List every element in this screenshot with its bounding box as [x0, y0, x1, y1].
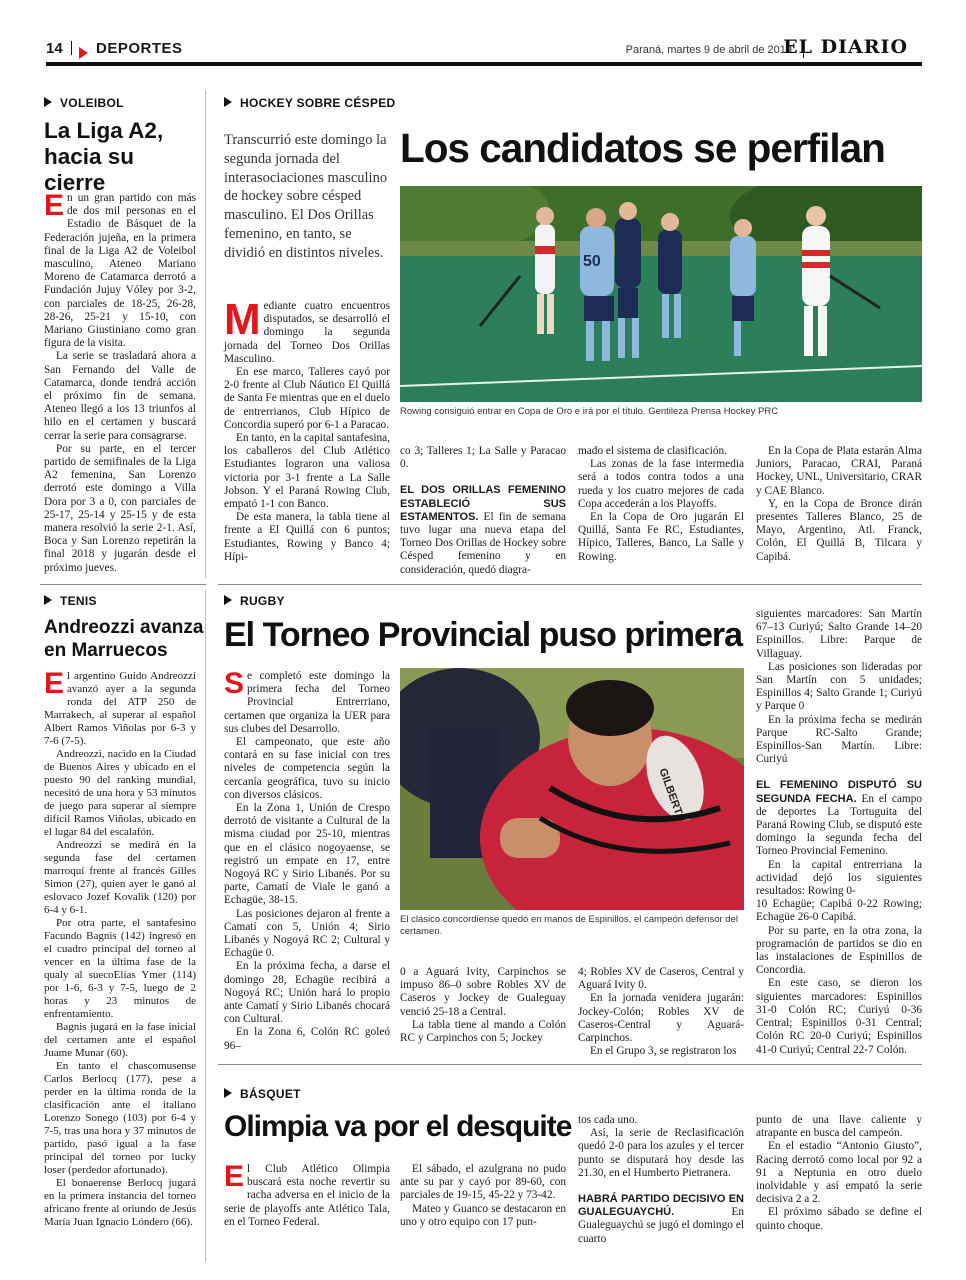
rugby-photo-image — [400, 668, 744, 910]
paragraph: mado el sistema de clasificación. — [578, 445, 727, 457]
paragraph: Las zonas de la fase intermedia será a todos contra todos a una rueda y los cuatro mejores de cada Copa accederán a los Playoffs. — [578, 458, 744, 510]
paragraph: Y, en la Copa de Bronce dirán presentes Talleres Blanco, 25 de Mayo, Argentino, Atl. Franck, Colón, El Quillá B, Tilcara y Capibá. — [756, 497, 922, 563]
paragraph: siguientes marcadores: San Martín 67–13 Curiyú; Salto Grande 14–20 Espinillos. Libre: Parque de Villaguay. — [756, 608, 922, 660]
paragraph: punto de una llave caliente y atrapante en busca del campeón. — [756, 1114, 922, 1140]
paragraph: ediante cuatro encuentros disputados, se desarrolló el domingo la segunda jornada del Torneo Dos Orillas Masculino. — [224, 300, 390, 365]
subheading: HABRÁ PARTIDO DECISIVO EN GUALEGUAYCHÚ. — [578, 1193, 744, 1219]
rugby-photo-caption: El clásico concordiense quedó en manos de Espinillos, el campeón defensor del certamen. — [400, 914, 738, 937]
paragraph: l argentino Guido Andreozzi avanzó ayer a la segunda ronda del ATP 250 de Marrakech, al superar al español Albert Ramos Viñolas por 6-3 y 7-6 (7-5). — [44, 670, 196, 747]
hockey-kicker: HOCKEY SOBRE CÉSPED — [224, 96, 396, 110]
voleibol-body — [44, 189, 196, 575]
hockey-col-3 — [578, 445, 744, 564]
paragraph: En la próxima fecha se medirán Parque RC-Salto Grande; Espinillos-San Martín. Libre: Curiyú — [756, 713, 922, 766]
rugby-col-2 — [400, 966, 566, 1045]
header-divider — [71, 41, 72, 55]
rugby-photo — [400, 668, 744, 910]
drop-cap: M — [224, 295, 261, 344]
subheading: EL FEMENINO DISPUTÓ SU SEGUNDA FECHA. — [756, 779, 922, 805]
section-arrow-icon — [79, 42, 88, 61]
column-rule — [205, 590, 206, 1262]
hockey-col-2 — [400, 445, 566, 577]
paragraph: En el Grupo 3, se registraron los — [590, 1045, 737, 1058]
paragraph: En ese marco, Talleres cayó por 2-0 frente al Club Náutico El Quillá de Santa Fe mientras que en el duelo de entrerrianos, Club Hípico de Concordia superó por 6-1 a Paracao. — [224, 366, 390, 431]
basquet-col-1 — [224, 1160, 390, 1229]
basquet-col-4 — [756, 1114, 922, 1233]
paragraph: 0 a Aguará Ivity, Carpinchos se impuso 86–0 sobre Robles XV de Caseros y Jockey de Gualeguay venció 25-18 a Central. — [400, 966, 566, 1018]
paragraph: Por su parte, en la otra zona, la programación de partidos se dio en las instalaciones de Espinillos de Concordia. — [756, 924, 922, 977]
hockey-photo-image — [400, 186, 922, 402]
jersey-number: 50 — [583, 253, 601, 270]
issue-date: Paraná, martes 9 de abril de 2019 — [625, 44, 792, 56]
rugby-headline: El Torneo Provincial puso primera — [224, 616, 743, 654]
paragraph: La tabla tiene al mando a Colón RC y Carpinchos con 5; Jockey — [400, 1018, 566, 1045]
paragraph: En la próxima fecha, a darse el domingo 28, Echagüe recibirá a Nogoyá RC; Unión hará lo propio ante Camatí y Sirio Libanés chocará con Cultural. — [224, 960, 390, 1026]
hockey-headline: Los candidatos se perfilan — [400, 125, 885, 171]
paragraph: e completó este domingo la primera fecha del Torneo Provincial Entrerriano, certamen que organiza la UER para sus clubes del Desarrollo. — [224, 670, 390, 735]
hockey-photo-caption: Rowing consiguió entrar en Copa de Oro e irá por el título. Gentileza Prensa Hockey PRC — [400, 406, 779, 417]
basquet-col-3 — [578, 1114, 744, 1246]
paragraph: El sábado, el azulgrana no pudo ante su par y cayó por 89-60, con parciales de 19-15, 45-22 y 73-42. — [400, 1163, 566, 1202]
paragraph: Así, la serie de Reclasificación quedó 2-0 para los azules y el tercer punto se disputará hoy desde las 21.30, en el Humberto Pietranera. — [578, 1127, 744, 1179]
paragraph: El fin de semana tuvo lugar una nueva etapa del Torneo Dos Orillas de Hockey sobre Césped femenino y en consideración, quedó diagra- — [400, 510, 566, 576]
tenis-kicker: TENIS — [44, 594, 97, 608]
hockey-photo — [400, 186, 922, 402]
paragraph: Andreozzi, nacido en la Ciudad de Buenos Aires y ubicado en el puesto 90 del ranking mundial, necesitó de una hora y 53 minutos de juego para superar al siempre difícil Ramos Viñolas, ubicado en el lugar 84 del escalafón. — [44, 748, 196, 838]
paragraph: En el estadio “Antonio Giusto”, Racing derrotó como local por 92 a 91 a Neptunia en otro duelo inolvidable y así empató la serie decisiva 2 a 2. — [756, 1140, 922, 1206]
paragraph: En la Copa de Oro jugarán El Quillá, Santa Fe RC, Estudiantes, Hípico, Talleres, Banco, La Salle y Rowing. — [578, 511, 744, 563]
page-number: 14 — [46, 40, 63, 57]
rugby-col-4 — [756, 608, 922, 1057]
page-header — [46, 38, 922, 66]
paragraph: El campeonato, que este año contará en su fase inicial con tres niveles de competencia según la cercanía geográfica, tuvo su inicio con diversos clásicos. — [224, 736, 390, 801]
paragraph: Por otra parte, el santafesino Facundo Bagnis (142) ingresó en el cuadro principal del torneo al vencer en la última fase de la qualy al suecoElías Ymer (114) por 1-6, 6-3 y 7-5, luego de 2 horas y 23 minutos de enfrentamiento. — [44, 917, 196, 1020]
paragraph: En tanto el chascomusense Carlos Berlocq (177), pese a perder en la última ronda de la clasificación ante el italiano Lorenzo Sonego (103) por 6-4 y 7-5, tras una hora y 37 minutos de partido, pasó igual a la fase principal del torneo por lucky loser (perdedor afortunado). — [44, 1060, 196, 1176]
ball-brand: GILBERT — [656, 766, 685, 817]
column-rule — [205, 90, 206, 578]
tenis-body — [44, 667, 196, 1229]
drop-cap: S — [224, 667, 245, 700]
paragraph: Andreozzi se medirá en la segunda fase del certamen marroquí frente al francés Gilles Simon (27), quien ayer le ganó al eslovaco Jozef Kovalik (120) por 6-4 y 6-1. — [44, 839, 196, 916]
rugby-col-1 — [224, 667, 390, 1053]
basquet-kicker: BÁSQUET — [224, 1087, 301, 1101]
paragraph: l Club Atlético Olimpia buscará esta noche revertir su racha adversa en el inicio de la serie de playoffs ante Atlético Tala, en el Torneo Federal. — [224, 1163, 390, 1228]
paragraph: En tanto, en la capital santafesina, los caballeros del Club Atlético Estudiantes lograron una valiosa victoria por 3-1 frente a La Salle Jobson. Y el Paraná Rowing Club, empató 1-1 con Banco. — [224, 432, 391, 511]
voleibol-kicker: VOLEIBOL — [44, 96, 124, 110]
paragraph: Las posiciones dejaron al frente a Camatí con 5, Unión 4; Sirio Libanés y Nogoyá RC 2; Cultural y Echagüe 0. — [224, 907, 390, 960]
paragraph: En este caso, se dieron los siguientes marcadores: Espinillos 31-0 Colón RC; Curiyú 0-36 Central; Espinillos 0-31 Central; Colón RC 20-0 Curiyú; Espinillos 41-0 Curiyú; Central 22-7 Colón. — [756, 977, 922, 1056]
tenis-headline: Andreozzi avanza en Marruecos — [44, 617, 204, 661]
paragraph: Las posiciones son lideradas por San Martín con 5 unidades; Espinillos 4; Salto Grande 1; Curiyú y Parque 0 — [756, 660, 922, 713]
paragraph: Por su parte, en el tercer partido de semifinales de la Liga A2 femenina, San Lorenzo derrotó este domingo a Villa Dora por 3 a 0, con parciales de 25-17, 25-14 y 25-15 y de esta manera resolvió la serie 2-1. Así, Boca y San Lorenzo repetirán la final 2018 y jugarán desde el próximo jueves. — [44, 442, 196, 574]
rugby-col-3 — [578, 966, 744, 1058]
paragraph: En la jornada venidera jugarán: Jockey-Colón; Robles XV de Caseros-Central y Aguará-Carpinchos. — [578, 992, 744, 1045]
voleibol-headline: La Liga A2, hacia su cierre — [44, 118, 164, 195]
paragraph: El bonaerense Berlocq jugará en la primera instancia del torneo africano frente al oriundo de Jesús María Juan Ignacio Lóndero (66). — [44, 1177, 196, 1228]
subheading: EL DOS ORILLAS FEMENINO ESTABLECIÓ SUS ESTAMENTOS. — [400, 484, 566, 523]
basquet-col-2 — [400, 1163, 566, 1229]
section-rule — [218, 1064, 922, 1065]
paragraph: 4; Robles XV de Caseros, Central y Aguará Ivity 0. — [578, 966, 744, 992]
hockey-col-1 — [224, 295, 391, 564]
drop-cap: E — [224, 1160, 245, 1193]
hockey-intro: Transcurrió este domingo la segunda jornada del interasociaciones masculino de hockey sobre césped masculino. El Dos Orillas femenino, en tanto, se dividió en distintos niveles. — [224, 132, 388, 261]
paragraph: tos cada uno. — [578, 1114, 638, 1126]
basquet-headline: Olimpia va por el desquite — [224, 1110, 572, 1143]
paragraph: En la Zona 1, Unión de Crespo derrotó de visitante a Cultural de la misma ciudad por 25-10, mientras que en el clásico nogoyaense, se registró un empate en 17, entre Nogoyá RC y Sirio Libanés. Por su parte, Camatí de Viale le ganó a Echagüe, 38-15. — [224, 802, 390, 907]
drop-cap: E — [44, 667, 65, 700]
section-title: DEPORTES — [96, 40, 183, 57]
paragraph: En la capital entrerriana la actividad dejó los siguientes resultados: Rowing 0- — [756, 858, 922, 898]
paragraph: El próximo sábado se define el quinto choque. — [756, 1206, 922, 1232]
paragraph: n un gran partido con más de dos mil personas en el Estadio de Básquet de la Federación jujeña, en la primera final de la Liga A2 de Voleibol masculino, Ateneo Mariano Moreno de Catamarca derrotó a Fundación Jujuy Vóley por 3-2, con parciales de 18-25, 26-28, 28-26, 25-21 y 15-10, con Mariano Giustiniano como gran figura de la visita. — [44, 192, 196, 350]
drop-cap: E — [44, 189, 65, 222]
paragraph: co 3; Talleres 1; La Salle y Paracao 0. — [400, 445, 566, 471]
paragraph: En Gualeguaychú se jugó el domingo el cuarto — [578, 1206, 744, 1245]
rugby-kicker: RUGBY — [224, 594, 285, 608]
paragraph: La serie se trasladará ahora a San Fernando del Valle de Catamarca, donde tendrá acción el próximo fin de semana. Ateneo llegó a los 13 triunfos al hilo en el certamen y buscará cerrar la serie para consagrarse. — [44, 350, 196, 442]
section-rule — [40, 584, 206, 585]
paragraph: En la Copa de Plata estarán Alma Juniors, Paracao, CRAI, Paraná Hockey, UNL, Universitario, CRAR y CAE Blanco. — [756, 445, 922, 497]
paragraph: En el campo de deportes La Tortuguita del Paraná Rowing Club, se disputó este domingo la segunda fecha del Torneo Provincial Femenino. — [756, 792, 922, 858]
paragraph: En la Zona 6, Colón RC goleó 96– — [224, 1026, 390, 1052]
paragraph: Mateo y Guanco se destacaron en uno y otro equipo con 17 pun- — [400, 1202, 566, 1228]
newspaper-logo: EL DIARIO — [783, 36, 908, 58]
section-rule — [218, 584, 922, 585]
paragraph: 10 Echagüe; Capibá 0-22 Rowing; Echagüe 26-0 Capibá. — [756, 898, 922, 924]
paragraph: De esta manera, la tabla tiene al frente a El Quillá con 6 puntos; Estudiantes, Rowing y Banco 4; Hípi- — [224, 511, 390, 563]
hockey-col-4 — [756, 445, 922, 564]
paragraph: Bagnis jugará en la fase inicial del certamen ante el español Juame Munar (60). — [44, 1021, 196, 1059]
